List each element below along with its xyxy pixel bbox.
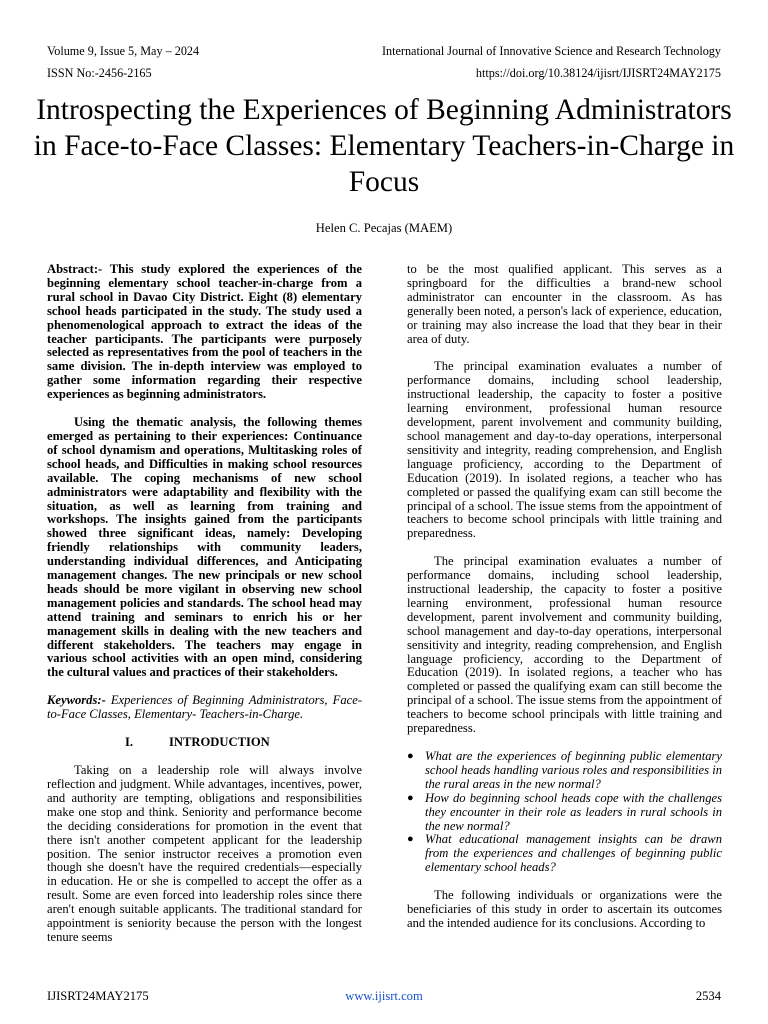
section-number: I. <box>125 735 134 750</box>
volume-issue: Volume 9, Issue 5, May – 2024 <box>47 44 200 58</box>
paper-title: Introspecting the Experiences of Beginning Administrators in Face-to-Face Classes: Elementary Teachers-in-Charge in Focus <box>33 94 735 198</box>
question-text: What educational management insights can be drawn from the experiences and challenges of beginning public elementary school heads? <box>425 832 722 875</box>
footer-code: IJISRT24MAY2175 <box>47 989 149 1003</box>
research-questions <box>407 750 722 875</box>
bullet-icon: ● <box>407 791 414 804</box>
list-item <box>407 792 722 834</box>
section-heading <box>47 736 362 750</box>
right-paragraph-3: The following individuals or organizations were the beneficiaries of this study in order to ascertain its outcomes and the intended audience for its conclusions. According to <box>407 888 722 930</box>
question-text: How do beginning school heads cope with the challenges they encounter in their role as leaders in rural schools in the new normal? <box>425 790 722 833</box>
issn: ISSN No:-2456-2165 <box>47 66 152 80</box>
abstract-paragraph-1: Abstract:- This study explored the experiences of the beginning elementary school teacher-in-charge from a rural school in Davao City District. Eight (8) elementary school heads participated in the study. The study used a phenomenological approach to extract the ideas of the teacher participants. The participants were purposely selected as representatives from the pool of teachers in the same division. The in-depth interview was employed to gather some information regarding their respective experiences as beginning administrators. <box>47 262 362 402</box>
doi-link[interactable]: https://doi.org/10.38124/ijisrt/IJISRT24MAY2175 <box>475 66 721 80</box>
keywords <box>47 694 362 722</box>
list-item <box>407 833 722 875</box>
list-item <box>407 750 722 792</box>
footer-site-link[interactable]: www.ijisrt.com <box>345 989 423 1003</box>
left-column <box>47 263 362 945</box>
keywords-label: Keywords:- <box>47 693 106 708</box>
right-paragraph-1: The principal examination evaluates a number of performance domains, including school leadership, instructional leadership, the capacity to foster a positive learning environment, professional human resource development, parent involvement and community building, school management and day-to-day operations, interpersonal sensitivity and integrity, reading comprehension, and English language proficiency, according to the Department of Education (2019). In isolated regions, a teacher who has completed or passed the qualifying exam can still become the principal of a school. The issue stems from the appointment of teachers to become school principals with little training and preparedness. <box>407 359 722 541</box>
right-paragraph-2: The principal examination evaluates a number of performance domains, including school leadership, instructional leadership, the capacity to foster a positive learning environment, professional human resource development, parent involvement and community building, school management and day-to-day operations, interpersonal sensitivity and integrity, reading comprehension, and English language proficiency, according to the Department of Education (2019). In isolated regions, a teacher who has completed or passed the qualifying exam can still become the principal of a school. The issue stems from the appointment of teachers to become school principals with little training and preparedness. <box>407 554 722 736</box>
bullet-icon: ● <box>407 750 414 762</box>
right-paragraph-0: to be the most qualified applicant. This serves as a springboard for the difficulties a brand-new school administrator can encounter in the classroom. As has generally been noted, a person's lack of experience, education, or training may also increase the load that they bear in their area of duty. <box>407 262 722 346</box>
abstract-paragraph-2: Using the thematic analysis, the following themes emerged as pertaining to their experiences: Continuance of school dynamism and operations, Multitasking roles of school heads, and Difficulties in making school resources available. The coping mechanisms of new school administrators were adaptability and flexibility with the situation, as well as learning from training and workshops. The insights gained from the participants showed three significant ideas, namely: Developing friendly relationships with community leaders, understanding individual differences, and Anticipating management changes. The new principals or new school heads should be more vigilant in observing new school management policies and standards. The school head may attend training and seminars to enrich his or her management skills in dealing with the new teachers and different stakeholders. The teachers may engage in various school activities with an open mind, considering the cultural values and practices of their stakeholders. <box>47 415 362 680</box>
section-title: INTRODUCTION <box>169 735 270 750</box>
page-number: 2534 <box>695 989 721 1003</box>
right-column <box>407 263 722 931</box>
journal-name: International Journal of Innovative Science and Research Technology <box>381 44 721 58</box>
question-text: What are the experiences of beginning public elementary school heads handling various roles and responsibilities in the rural areas in the new normal? <box>425 749 722 791</box>
author: Helen C. Pecajas (MAEM) <box>315 221 453 235</box>
keywords-value: Experiences of Beginning Administrators, Face-to-Face Classes, Elementary- Teachers-in-Charge. <box>47 693 362 722</box>
bullet-icon: ● <box>407 833 414 846</box>
intro-paragraph-1: Taking on a leadership role will always involve reflection and judgment. While advantages, incentives, power, and authority are tempting, obligations and responsibilities make one stop and think. Seniority and performance become the deciding considerations for promotion in the event that there isn't another competent applicant for the leadership position. The senior instructor receives a promotion even though she doesn't have the required credentials—especially in education. He or she is compelled to accept the offer as a result. Some are even forced into leadership roles since there aren't enough suitable applicants. The traditional standard for appointment is seniority because the person with the longest tenure seems <box>47 763 362 944</box>
